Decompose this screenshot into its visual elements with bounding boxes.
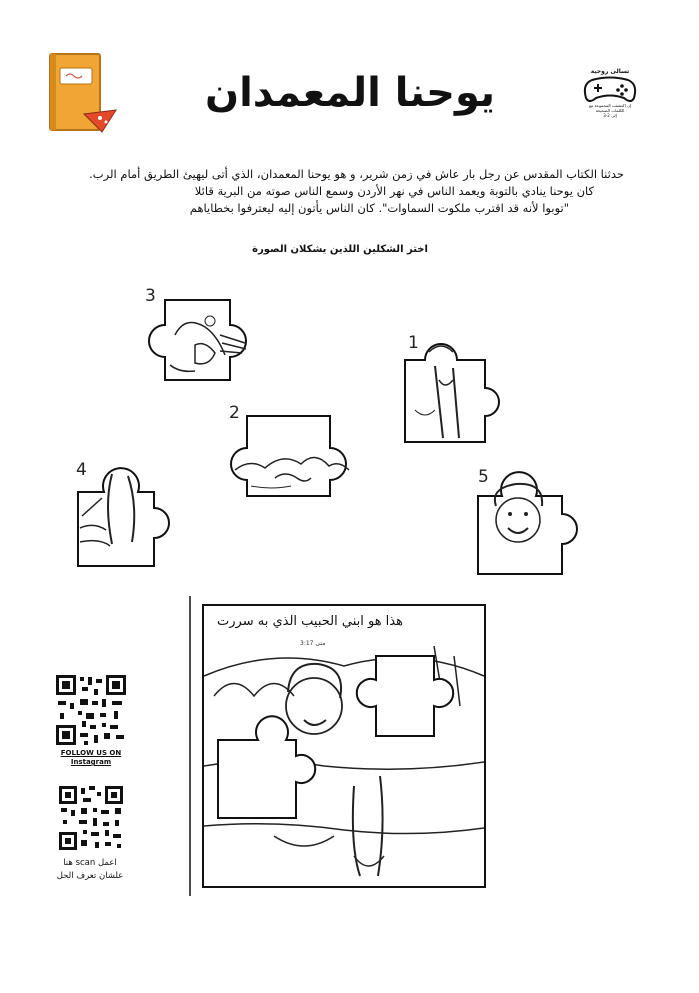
logo-sub-line: الكلمات الصحيحة [595, 108, 625, 113]
intro-line: "توبوا لأنه قد اقترب ملكوت السماوات". كان الناس يأتون إليه ليعترفوا بخطاياهم [189, 201, 569, 215]
picture-caption: هذا هو ابني الحبيب الذي به سررت [217, 614, 403, 629]
instagram-link[interactable]: Instagram [70, 758, 112, 766]
piece-number: 5 [478, 467, 489, 487]
missing-piece-slot-bottom [204, 606, 484, 886]
book-icon [44, 52, 119, 134]
intro-line: كان يوحنا ينادي بالتوبة ويعمد الناس في نهر الأردن وسمع الناس صوته من البرية قائلا [194, 184, 594, 198]
solution-qr-icon[interactable] [57, 784, 125, 852]
logo-sub-line: إن اكتشفت المجموعة مع [588, 103, 631, 108]
piece-number: 2 [229, 403, 240, 423]
puzzle-piece-3[interactable] [130, 295, 275, 390]
main-picture [202, 604, 486, 888]
verse-reference: متى 3:17 [300, 640, 326, 647]
logo-caption: تسالى روحية [590, 68, 630, 75]
piece-number: 1 [408, 333, 419, 353]
instruction: اختر الشكلين اللذين يشكلان الصورة [252, 244, 428, 255]
logo-subtext [580, 103, 640, 118]
instagram-qr-icon[interactable] [54, 673, 128, 747]
puzzle-piece-4[interactable] [72, 458, 182, 573]
piece-number: 4 [76, 460, 87, 480]
puzzle-piece-5[interactable] [472, 462, 597, 580]
puzzle-piece-2[interactable] [215, 408, 360, 503]
divider-line [188, 596, 192, 896]
piece-number: 3 [145, 286, 156, 306]
intro-line: حدثنا الكتاب المقدس عن رجل بار عاش في زمن شرير، و هو يوحنا المعمدان، الذي أتى ليهيئ الطريق أمام الرب. [89, 167, 624, 181]
logo-sub-line: إلى 2-3 [603, 113, 617, 118]
gamepad-icon [582, 76, 638, 104]
follow-label: FOLLOW US ON [60, 749, 122, 757]
intro-paragraph [64, 166, 624, 217]
scan-instruction: اعمل scan هنا علشان تعرف الحل [56, 858, 124, 881]
puzzle-piece-1[interactable] [395, 330, 525, 448]
page-title: يوحنا المعمدان [204, 70, 496, 116]
